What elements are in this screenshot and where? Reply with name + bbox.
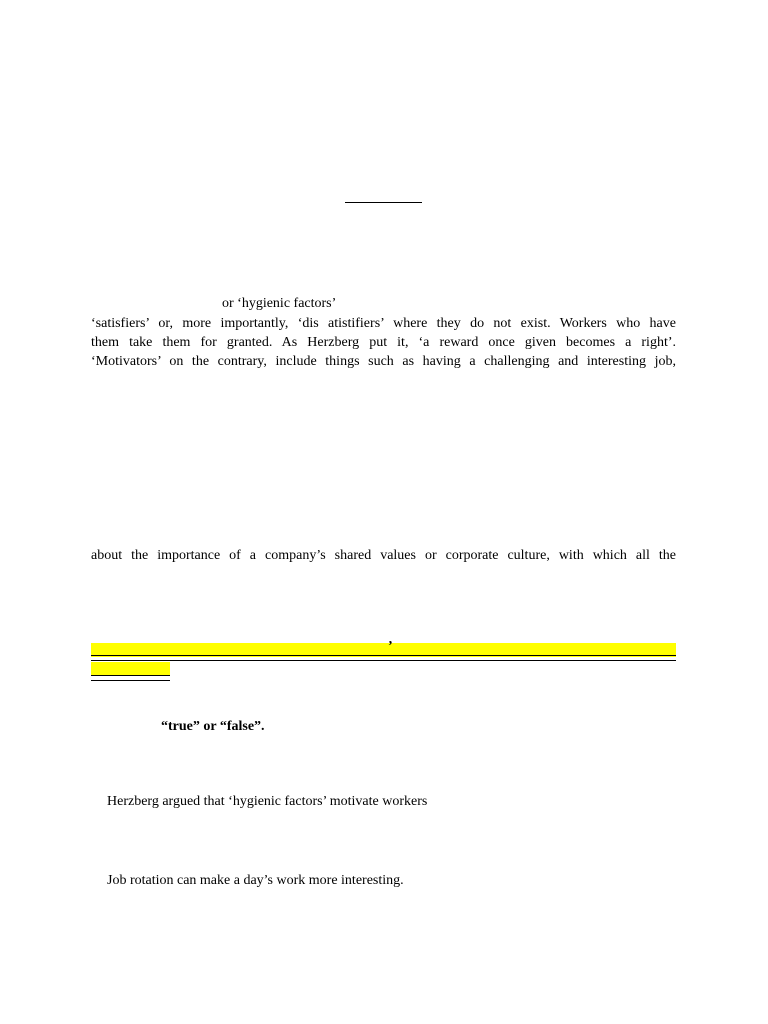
highlight-mark: ’ (388, 639, 393, 654)
statement-item: Job rotation can make a day’s work more interesting. (107, 873, 404, 888)
statement-item: Herzberg argued that ‘hygienic factors’ motivate workers (107, 794, 428, 809)
highlight-bar-2 (91, 662, 170, 676)
para1-line3: them take them for granted. As Herzberg put it, ‘a reward once given becomes a right’. (91, 335, 676, 350)
instruction-text: “true” or “false”. (161, 719, 265, 734)
para1-line2: ‘satisfiers’ or, more importantly, ‘dis atistifiers’ where they do not exist. Workers who have (91, 316, 676, 331)
double-rule-2 (91, 675, 170, 681)
double-rule-1 (91, 655, 676, 661)
para1-line4: ‘Motivators’ on the contrary, include things such as having a challenging and interesting job, (91, 354, 676, 369)
title-underline (345, 202, 422, 203)
para2-line1: about the importance of a company’s shared values or corporate culture, with which all the (91, 548, 676, 563)
para1-line1: or ‘hygienic factors’ (222, 296, 337, 311)
